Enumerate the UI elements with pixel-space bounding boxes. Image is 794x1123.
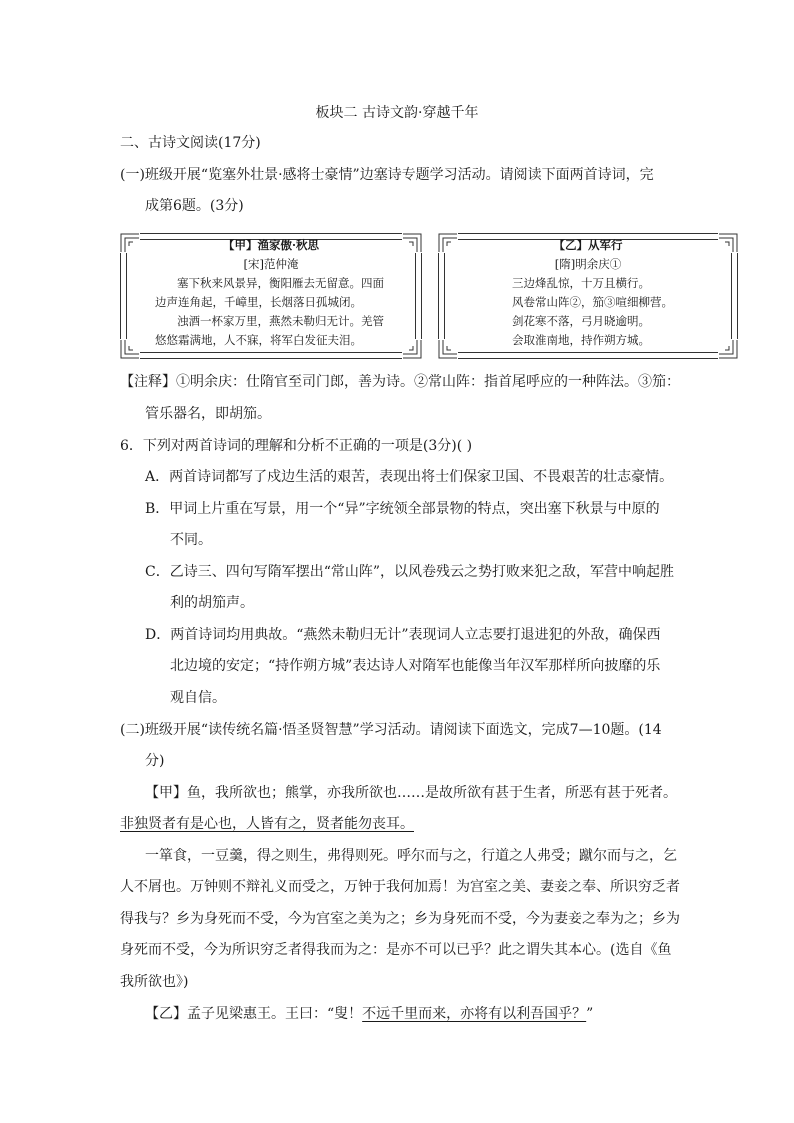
poem-b-line: 会取淮南地，持作朔方城。 [512,333,650,347]
poem-b-line: 三边烽乱惊，十万且横行。 [512,276,650,290]
option-d: D．两首诗词均用典故。“燕然未勒归无计”表现词人立志要打退进犯的外敌，确保西 [145,627,661,643]
passage-yi-prefix: 【乙】孟子见梁惠王。王曰：“叟！ [145,1006,363,1022]
part1-intro-cont: 成第6题。(3分) [145,198,244,214]
question-6-stem: 6．下列对两首诗词的理解和分析不正确的一项是(3分)( ) [120,438,473,454]
poem-a-line: 浊酒一杯家万里，燕然未勒归无计。羌管 [177,314,384,328]
ornament-icon [402,339,422,359]
passage-jia: 【甲】鱼，我所欲也；熊掌，亦我所欲也……是故所欲有甚于生者，所恶有甚于死者。 [145,785,677,801]
passage-para: 身死而不受，今为所识穷乏者得我而为之：是亦不可以已乎？此之谓失其本心。(选自《鱼 [120,942,672,958]
part2-intro-cont: 分) [145,753,165,769]
option-d-cont: 北边境的安定；“持作朔方城”表达诗人对隋军也能像当年汉军那样所向披靡的乐 [170,658,661,674]
option-d-cont: 观自信。 [170,690,226,706]
option-b-cont: 不同。 [170,532,212,548]
poem-a-line: 边声连角起，千嶂里，长烟落日孤城闭。 [155,295,362,309]
passage-para: 得我与？乡为身死而不受，今为宫室之美为之；乡为身死而不受，今为妻妾之奉为之；乡为 [120,911,680,927]
poem-b-title: 【乙】从军行 [553,238,623,252]
passage-para: 我所欲也》) [120,974,189,990]
ornament-icon [438,339,458,359]
part1-intro: (一)班级开展“览塞外壮景·感将士豪情”边塞诗专题学习活动。请阅读下面两首诗词，完 [120,167,654,183]
passage-para: 一箪食，一豆羹，得之则生，弗得则死。呼尔而与之，行道之人弗受；蹴尔而与之，乞 [145,848,677,864]
passage-yi-suffix: ” [586,1006,594,1022]
option-c-cont: 利的胡笳声。 [170,595,254,611]
passage-jia-underlined: 非独贤者有是心也，人皆有之，贤者能勿丧耳。 [120,816,414,832]
poem-b-line: 风卷常山阵②，笳③喧细柳营。 [512,295,673,309]
passage-yi-underlined: 不远千里而来，亦将有以利吾国乎？ [362,1006,587,1022]
option-a: A．两首诗词都写了戍边生活的艰苦，表现出将士们保家卫国、不畏艰苦的壮志豪情。 [145,469,674,485]
poem-a-title: 【甲】渔家傲·秋思 [222,238,319,252]
option-c: C．乙诗三、四句写隋军摆出“常山阵”，以风卷残云之势打败来犯之敌，军营中响起胜 [145,564,675,580]
poem-a-author: [宋]范仲淹 [243,257,299,271]
passage-para: 人不屑也。万钟则不辩礼义而受之，万钟于我何加焉！为宫室之美、妻妾之奉、所识穷乏者 [120,879,680,895]
option-b: B．甲词上片重在写景，用一个“异”字统领全部景物的特点，突出塞下秋景与中原的 [145,501,660,517]
notes: 【注释】①明余庆：仕隋官至司门郎，善为诗。②常山阵：指首尾呼应的一种阵法。③笳： [120,374,680,390]
passage-yi [145,1004,593,1024]
poem-b-author: [隋]明余庆① [554,257,622,271]
ornament-icon [718,339,738,359]
notes-cont: 管乐器名，即胡笳。 [145,406,271,422]
part2-intro: (二)班级开展“读传统名篇·悟圣贤智慧”学习活动。请阅读下面选文，完成7—10题。(14 [120,722,662,738]
ornament-icon [120,339,140,359]
poem-a-line: 悠悠霜满地，人不寐，将军白发征夫泪。 [155,333,362,347]
poem-b-line: 剑花寒不落，弓月晓逾明。 [512,314,650,328]
page-title: 板块二 古诗文韵·穿越千年 [315,105,479,121]
section-heading: 二、古诗文阅读(17分) [120,135,261,151]
poem-a-line: 塞下秋来风景异，衡阳雁去无留意。四面 [177,276,384,290]
